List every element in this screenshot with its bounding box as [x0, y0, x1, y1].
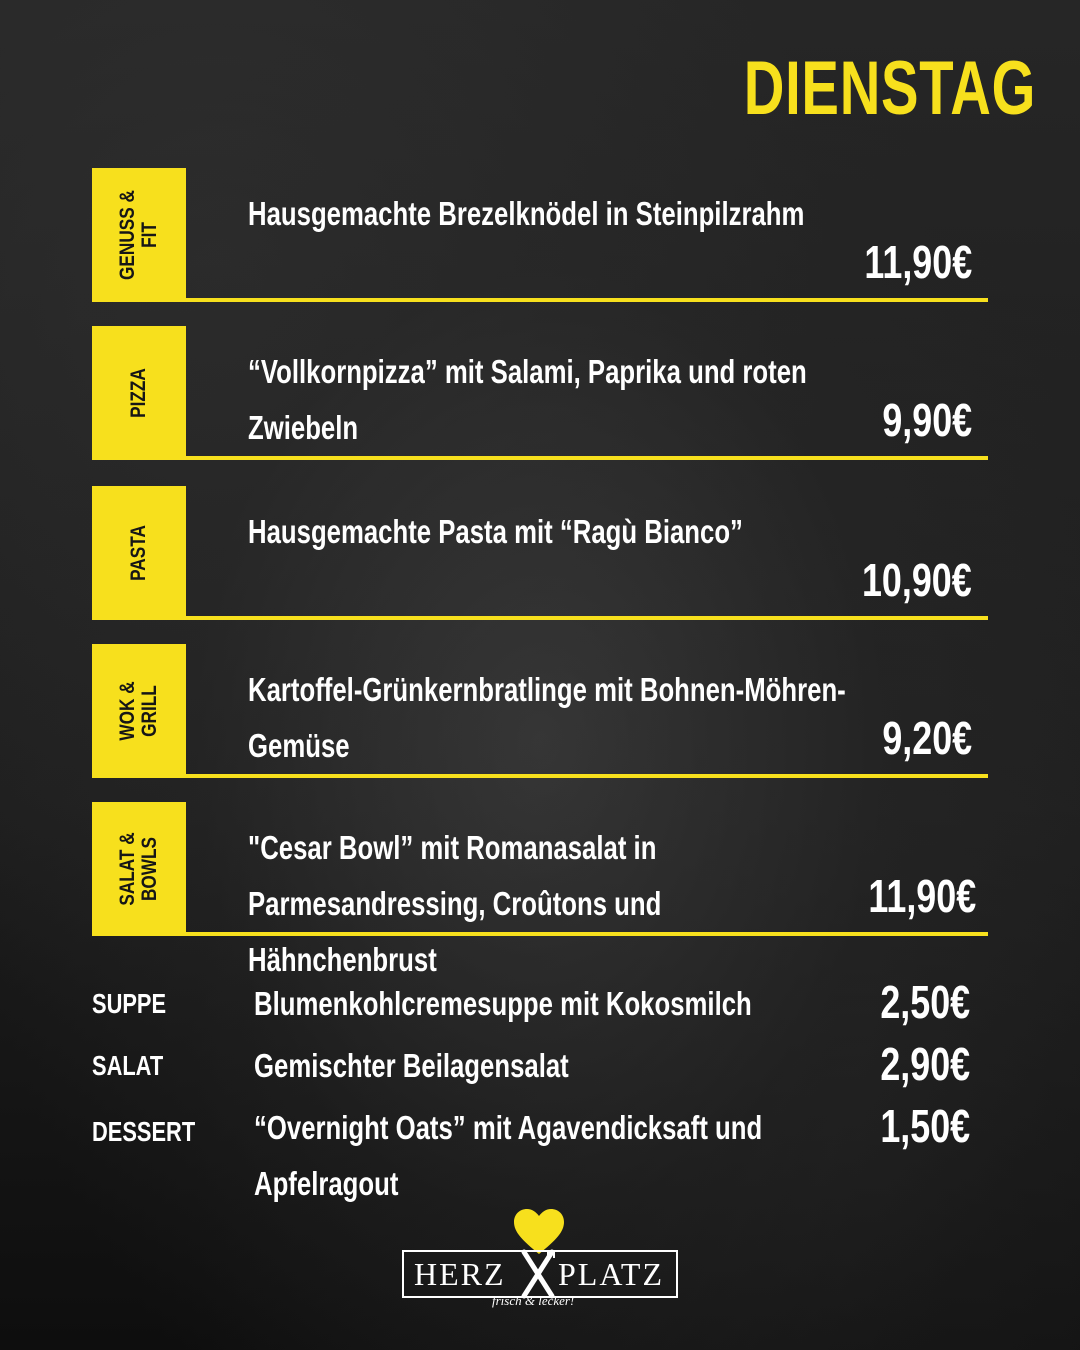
logo-word-right: PLATZ [558, 1256, 664, 1292]
category-label: PIZZA [127, 368, 150, 418]
side-category: SUPPE [92, 988, 167, 1019]
dish-name: "Cesar Bowl” mit Romanasalat in Parmesandressing, Croûtons und Hähnchenbrust [248, 829, 662, 978]
menu-row-salat-bowls [92, 802, 988, 978]
category-tab [92, 644, 186, 778]
category-tab [92, 486, 186, 620]
brand-logo [400, 1208, 680, 1318]
logo-word-left: HERZ [414, 1256, 506, 1292]
category-tab [92, 802, 186, 936]
side-row-suppe [92, 976, 972, 1032]
side-row-salat [92, 1038, 972, 1094]
category-label: PASTA [127, 525, 150, 581]
dish-name: Hausgemachte Pasta mit “Ragù Bianco” [248, 513, 743, 550]
dish-name: “Vollkornpizza” mit Salami, Paprika und roten Zwiebeln [248, 353, 807, 446]
row-divider [186, 298, 988, 302]
dish-price: 9,90€ [882, 394, 972, 446]
dish-price: 9,20€ [882, 712, 972, 764]
side-price: 2,50€ [880, 976, 970, 1028]
category-tab [92, 326, 186, 460]
dish-price: 11,90€ [864, 236, 972, 288]
dish-name: Hausgemachte Brezelknödel in Steinpilzrahm [248, 195, 805, 232]
side-category: SALAT [92, 1050, 164, 1081]
row-divider [186, 774, 988, 778]
row-divider [186, 456, 988, 460]
side-category: DESSERT [92, 1116, 196, 1147]
menu-row-genuss-fit [92, 168, 988, 302]
dish-price: 11,90€ [868, 870, 976, 922]
category-label: SALAT & BOWLS [116, 832, 161, 906]
row-divider [186, 932, 988, 936]
menu-row-wok-grill [92, 644, 988, 778]
side-row-dessert [92, 1100, 972, 1212]
day-title: DIENSTAG [743, 46, 1036, 131]
side-dish-name: Blumenkohlcremesuppe mit Kokosmilch [254, 985, 752, 1022]
dish-price: 10,90€ [862, 554, 972, 606]
side-dish-name: Gemischter Beilagensalat [254, 1047, 569, 1084]
side-dish-name: “Overnight Oats” mit Agavendicksaft und Apfelragout [254, 1109, 763, 1202]
category-label: WOK & GRILL [116, 681, 161, 741]
dish-name: Kartoffel-Grünkernbratlinge mit Bohnen-Möhren-Gemüse [248, 671, 846, 764]
side-price: 1,50€ [880, 1100, 970, 1152]
side-price: 2,90€ [880, 1038, 970, 1090]
category-tab [92, 168, 186, 302]
menu-row-pasta [92, 486, 988, 620]
logo-tagline: frisch & lecker! [492, 1293, 575, 1308]
row-divider [186, 616, 988, 620]
menu-row-pizza [92, 326, 988, 460]
category-label: GENUSS & FIT [116, 190, 161, 280]
